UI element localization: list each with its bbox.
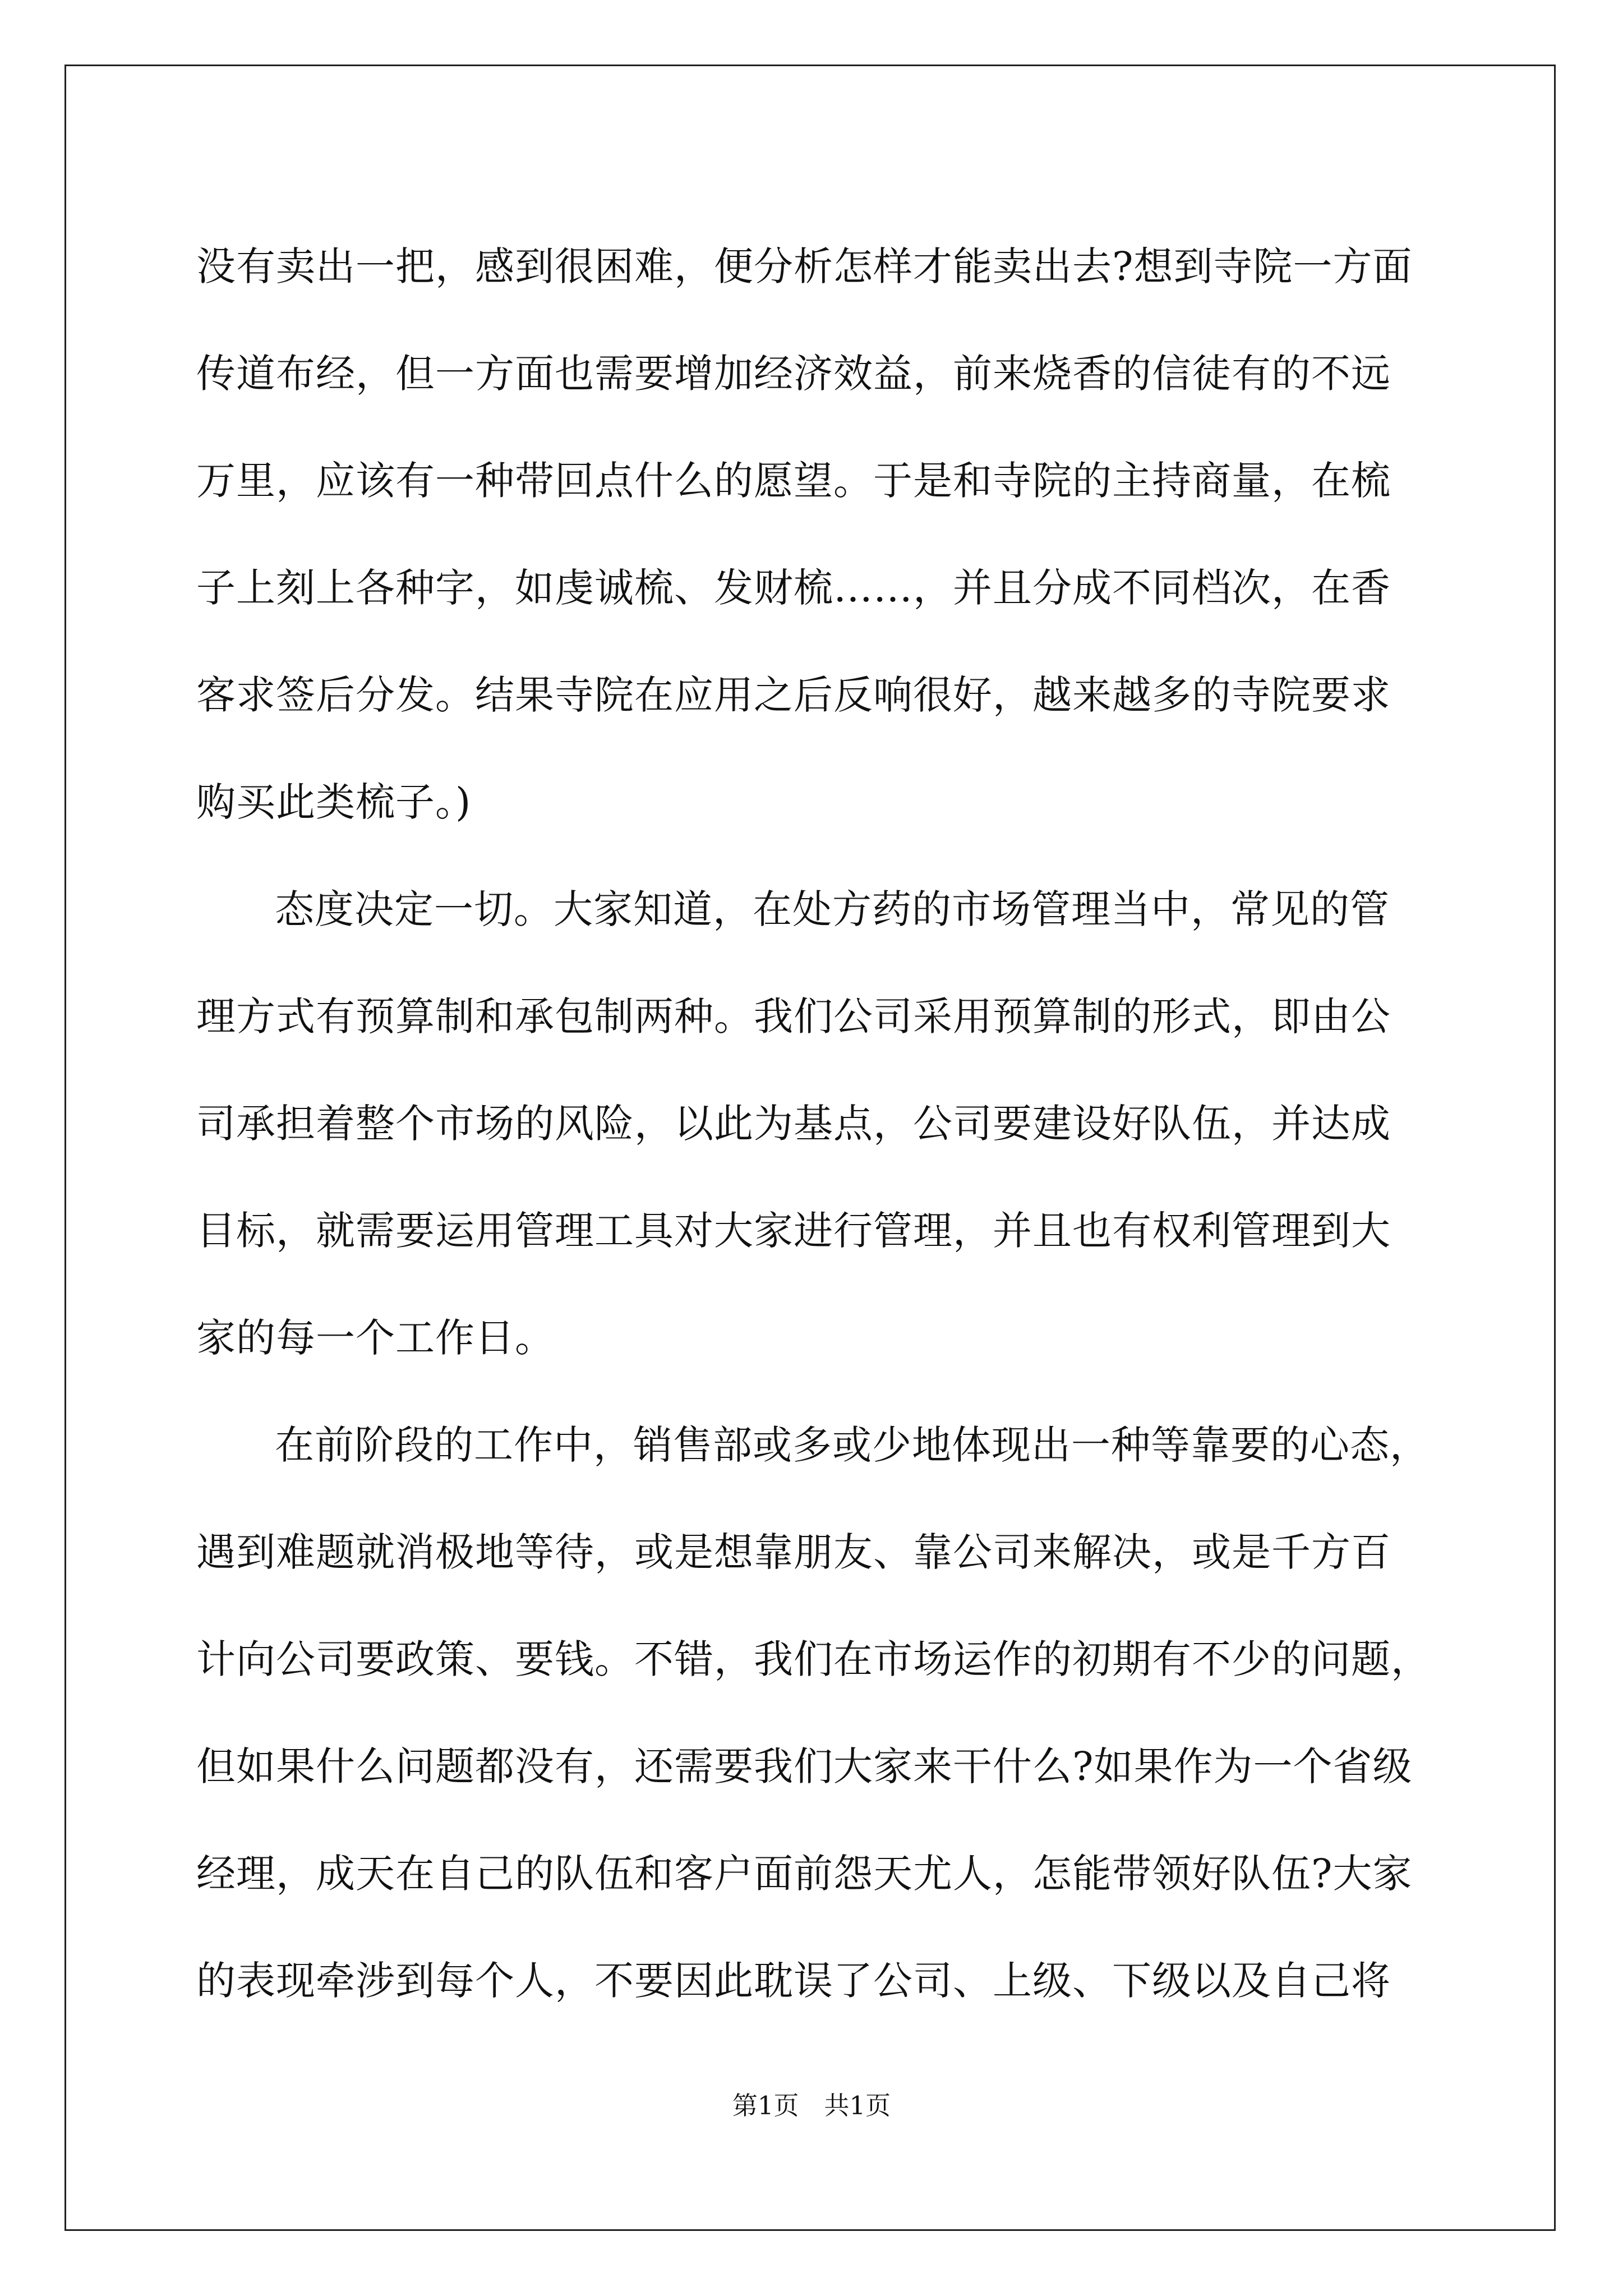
- text-line: 理方式有预算制和承包制两种。我们公司采用预算制的形式，即由公: [196, 993, 1391, 1039]
- text-line: 传道布经，但一方面也需要增加经济效益，前来烧香的信徒有的不远: [196, 351, 1391, 397]
- document-body: [196, 213, 1430, 2035]
- text-line: 但如果什么问题都没有，还需要我们大家来干什么?如果作为一个省级: [196, 1743, 1413, 1789]
- text-line: 司承担着整个市场的风险，以此为基点，公司要建设好队伍，并达成: [196, 1101, 1391, 1147]
- text-line: 目标，就需要运用管理工具对大家进行管理，并且也有权利管理到大: [196, 1208, 1391, 1254]
- paragraph-2: [196, 856, 1430, 1392]
- text-line: 没有卖出一把，感到很困难，便分析怎样才能卖出去?想到寺院一方面: [196, 243, 1413, 289]
- text-line: 在前阶段的工作中，销售部或多或少地体现出一种等靠要的心态，: [275, 1422, 1430, 1468]
- paragraph-1: [196, 213, 1430, 856]
- text-line: 客求签后分发。结果寺院在应用之后反响很好，越来越多的寺院要求: [196, 672, 1391, 718]
- page-number: 第1页: [732, 2091, 799, 2120]
- text-line: 经理，成天在自己的队伍和客户面前怨天尤人，怎能带领好队伍?大家: [196, 1851, 1413, 1897]
- text-line: 家的每一个工作日。: [196, 1315, 555, 1361]
- text-line: 计向公司要政策、要钱。不错，我们在市场运作的初期有不少的问题，: [196, 1636, 1431, 1682]
- text-line: 的表现牵涉到每个人，不要因此耽误了公司、上级、下级以及自己将: [196, 1958, 1391, 2004]
- text-line: 子上刻上各种字，如虔诚梳、发财梳……，并且分成不同档次，在香: [196, 565, 1391, 611]
- text-line: 遇到难题就消极地等待，或是想靠朋友、靠公司来解决，或是千方百: [196, 1529, 1391, 1575]
- page-footer: [0, 2089, 1623, 2123]
- text-line: 态度决定一切。大家知道，在处方药的市场管理当中，常见的管: [275, 886, 1390, 932]
- page-total: 共1页: [824, 2091, 891, 2120]
- paragraph-3: [196, 1392, 1430, 2035]
- text-line: 万里，应该有一种带回点什么的愿望。于是和寺院的主持商量，在梳: [196, 458, 1391, 504]
- text-line: 购买此类梳子。): [196, 779, 472, 825]
